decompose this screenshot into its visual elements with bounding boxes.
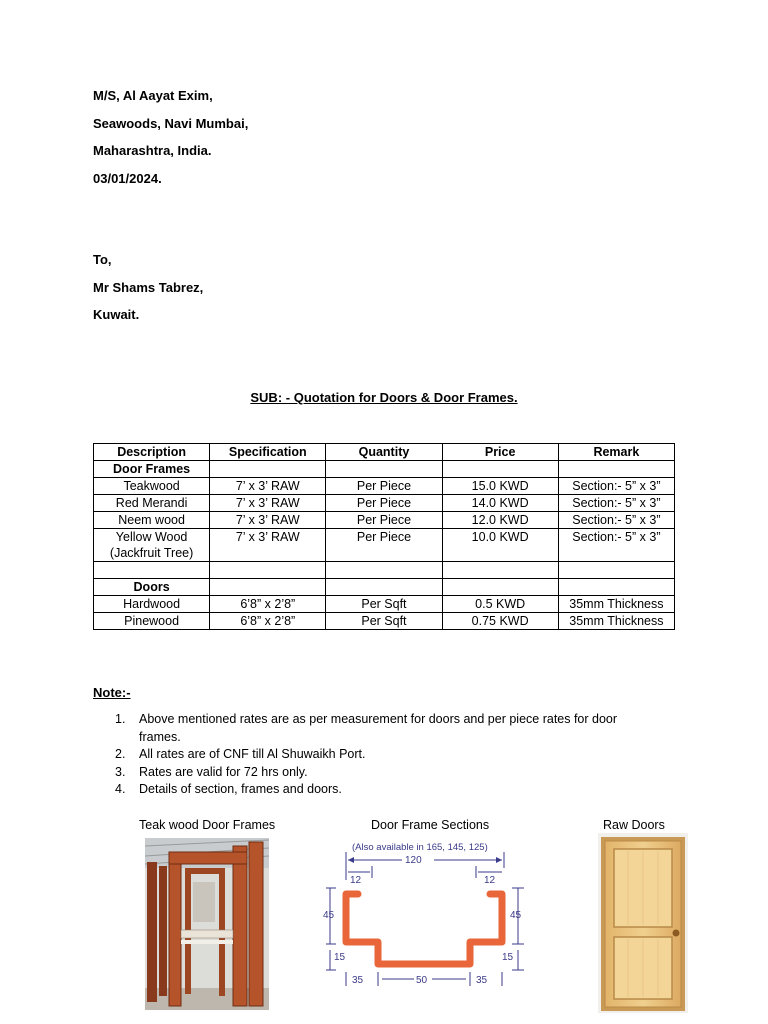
caption-frame-sections: Door Frame Sections	[371, 818, 490, 832]
quotation-table	[93, 443, 675, 630]
cell-quantity: Per Piece	[326, 512, 442, 529]
header-description: Description	[94, 444, 210, 461]
cell-remark: Section:- 5” x 3”	[558, 495, 674, 512]
header-remark: Remark	[558, 444, 674, 461]
cell-description: Neem wood	[94, 512, 210, 529]
caption-teak-frames: Teak wood Door Frames	[139, 818, 276, 832]
cell-price: 0.5 KWD	[442, 596, 558, 613]
cell-specification: 7’ x 3’ RAW	[210, 529, 326, 562]
dim-base-left: 35	[352, 975, 364, 986]
teak-frames-image	[145, 838, 269, 1010]
note-title: Note:-	[93, 685, 131, 700]
cell-price: 15.0 KWD	[442, 478, 558, 495]
frame-section-diagram	[320, 838, 530, 990]
table-row	[94, 613, 675, 630]
recipient-name: Mr Shams Tabrez,	[93, 280, 204, 295]
dim-step-left: 15	[334, 952, 346, 963]
note-item	[115, 781, 655, 799]
header-price: Price	[442, 444, 558, 461]
cell-remark: Section:- 5” x 3”	[558, 512, 674, 529]
cell-remark: 35mm Thickness	[558, 613, 674, 630]
note-number: 4.	[115, 782, 126, 796]
note-text: Details of section, frames and doors.	[139, 782, 342, 796]
cell-description	[94, 529, 210, 562]
note-item	[115, 746, 655, 764]
recipient-location: Kuwait.	[93, 307, 140, 322]
cell-specification: 7’ x 3’ RAW	[210, 512, 326, 529]
dim-step-right: 15	[502, 952, 514, 963]
cell-remark: Section:- 5” x 3”	[558, 529, 674, 562]
door-knob-icon	[673, 930, 680, 937]
dim-base-mid: 50	[416, 975, 428, 986]
note-text: All rates are of CNF till Al Shuwaikh Port.	[139, 747, 366, 761]
note-number: 3.	[115, 764, 126, 779]
caption-raw-doors: Raw Doors	[603, 818, 665, 832]
letter-date: 03/01/2024.	[93, 171, 162, 186]
cell-quantity: Per Piece	[326, 495, 442, 512]
cell-description: Pinewood	[94, 613, 210, 630]
section-title-doors: Doors	[94, 579, 210, 596]
sender-line-2: Seawoods, Navi Mumbai,	[93, 116, 249, 131]
cell-remark: Section:- 5” x 3”	[558, 478, 674, 495]
empty-row	[94, 562, 675, 579]
table-row	[94, 596, 675, 613]
cell-quantity: Per Sqft	[326, 613, 442, 630]
cell-price: 14.0 KWD	[442, 495, 558, 512]
cell-price: 0.75 KWD	[442, 613, 558, 630]
note-list	[115, 711, 655, 799]
cell-description: Hardwood	[94, 596, 210, 613]
section-title-frames: Door Frames	[94, 461, 210, 478]
raw-door-image	[598, 833, 688, 1013]
header-quantity: Quantity	[326, 444, 442, 461]
cell-description: Teakwood	[94, 478, 210, 495]
section-row-frames	[94, 461, 675, 478]
subject-line: SUB: - Quotation for Doors & Door Frames.	[250, 390, 518, 405]
cell-remark: 35mm Thickness	[558, 596, 674, 613]
dim-height-left: 45	[323, 910, 335, 921]
cell-specification: 7’ x 3’ RAW	[210, 478, 326, 495]
section-row-doors	[94, 579, 675, 596]
note-number: 1.	[115, 712, 126, 726]
note-text: Above mentioned rates are as per measurement for doors and per piece rates for door frames.	[139, 712, 618, 744]
cell-quantity: Per Sqft	[326, 596, 442, 613]
cell-quantity: Per Piece	[326, 478, 442, 495]
sender-line-3: Maharashtra, India.	[93, 143, 212, 158]
dim-width: 120	[405, 855, 422, 866]
recipient-to: To,	[93, 252, 112, 267]
dim-flange-right: 12	[484, 875, 496, 886]
cell-specification: 7’ x 3’ RAW	[210, 495, 326, 512]
table-row	[94, 478, 675, 495]
table-header-row	[94, 444, 675, 461]
cell-quantity: Per Piece	[326, 529, 442, 562]
dim-height-right: 45	[510, 910, 522, 921]
table-row	[94, 495, 675, 512]
cell-specification: 6’8” x 2’8”	[210, 596, 326, 613]
table-row	[94, 512, 675, 529]
cell-price: 10.0 KWD	[442, 529, 558, 562]
note-item	[115, 711, 655, 746]
cell-description: Red Merandi	[94, 495, 210, 512]
dim-flange-left: 12	[350, 875, 362, 886]
cell-description-line2: (Jackfruit Tree)	[109, 546, 194, 560]
note-item	[115, 764, 655, 782]
sender-line-1: M/S, Al Aayat Exim,	[93, 88, 213, 103]
cell-price: 12.0 KWD	[442, 512, 558, 529]
table-row	[94, 529, 675, 562]
cell-description-line1: Yellow Wood	[115, 530, 188, 544]
cell-specification: 6’8” x 2’8”	[210, 613, 326, 630]
note-text: Rates are valid for 72 hrs only.	[139, 764, 308, 779]
section-note: (Also available in 165, 145, 125)	[352, 842, 488, 853]
dim-base-right: 35	[476, 975, 488, 986]
header-specification: Specification	[210, 444, 326, 461]
note-number: 2.	[115, 747, 126, 761]
